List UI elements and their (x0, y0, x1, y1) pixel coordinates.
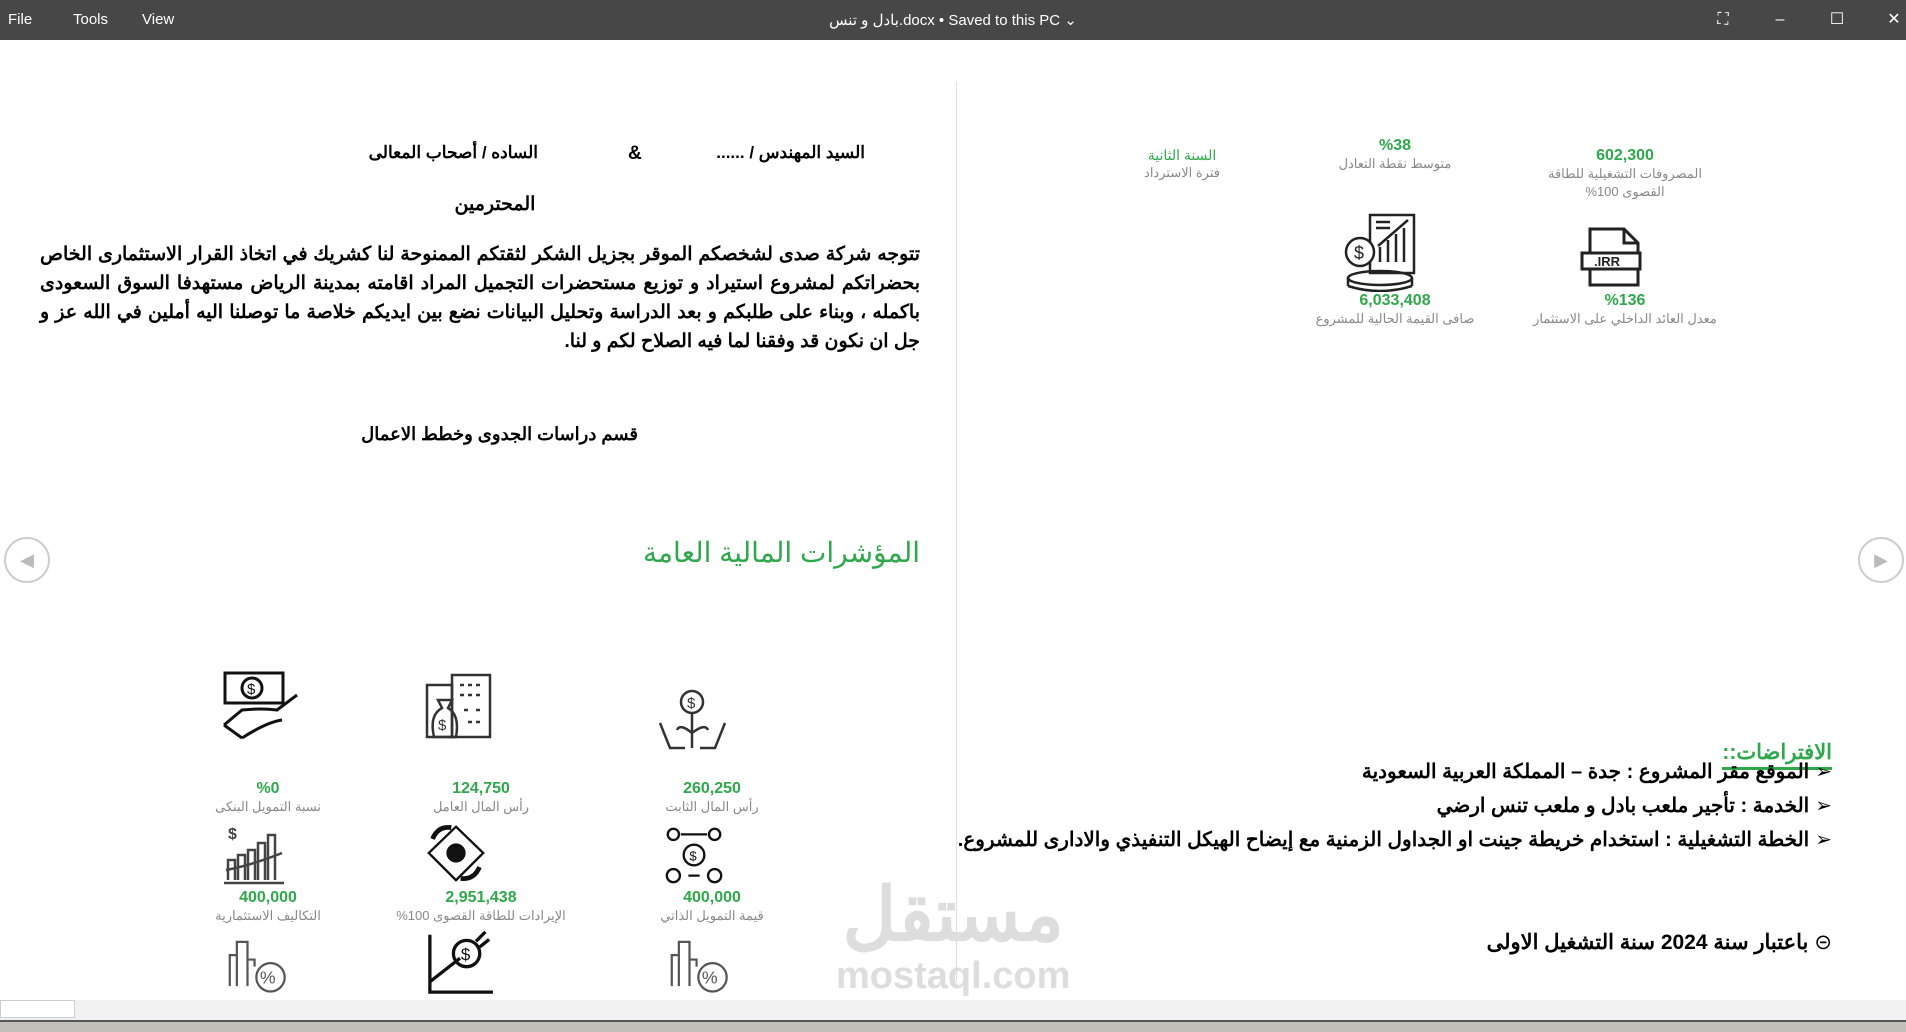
svg-text:%: % (701, 967, 718, 988)
money-gears-icon (664, 825, 724, 885)
svg-text:%: % (259, 967, 276, 988)
investment-growth-icon (425, 930, 495, 994)
metric-value: 6,033,408 (1359, 292, 1431, 309)
assumption-item (1437, 789, 1832, 823)
minimize-button[interactable]: – (1775, 11, 1785, 28)
indicator-value: 124,750 (452, 780, 510, 797)
indicator-value: 2,951,438 (445, 889, 517, 906)
growth-chart-icon (222, 825, 288, 885)
next-page-button[interactable]: ▶ (1858, 537, 1904, 583)
metric-label: معدل العائد الداخلي على الاستثمار (1533, 311, 1717, 326)
document-title[interactable]: بادل و تنس.docx • Saved to this PC ⌄ (829, 12, 1077, 29)
indicator-label: التكاليف الاستثمارية (215, 908, 321, 923)
metric-label: متوسط نقطة التعادل (1338, 156, 1452, 171)
metric-value: %136 (1604, 292, 1646, 309)
indicator-fixed-capital (592, 780, 832, 816)
indicator-label: رأس المال الثابت (665, 799, 759, 814)
circle-minus-bullet-icon: ⊝ (1814, 931, 1832, 954)
indicator-label: الإيرادات للطاقة القصوى 100% (396, 908, 566, 923)
maximize-button[interactable]: ☐ (1829, 11, 1845, 28)
indicator-value: 260,250 (683, 780, 741, 797)
menu-tools[interactable]: Tools (73, 11, 109, 28)
mostaql-watermark (836, 875, 1070, 997)
arrow-bullet-icon: ➢ (1815, 795, 1832, 817)
salutation-excellencies: الساده / أصحاب المعالى (368, 143, 538, 162)
percent-chart-icon (222, 933, 296, 995)
indicator-label: رأس المال العامل (432, 799, 530, 814)
metric-breakeven (1275, 137, 1515, 173)
assumption-text: الخطة التشغيلية : استخدام خريطة جينت او الجداول الزمنية مع إيضاح الهيكل التنفيذي والادارى للمشروع. (957, 829, 1810, 851)
metric-label: صافى القيمة الحالية للمشروع (1315, 311, 1475, 326)
salutation-engineer: السيد المهندس / ...... (716, 143, 865, 162)
assumption-item (1362, 755, 1832, 789)
previous-page-button[interactable]: ◀ (4, 537, 50, 583)
letter-body: تتوجه شركة صدى لشخصكم الموقر بجزيل الشكر لثقتكم الممنوحة لنا كشريك في اتخاذ القرار الاستثمارى الخاص بحضراتكم لمشروع استيراد و توزيع مستحضرات التجميل المراد اقامته بمدينة الرياض مستهدفا السوق السعودى باكمله ، وبناء على طلبكم و بعد الدراسة وتحليل البيانات نضع بين ايديكم خلاصة ما توصلنا اليه أملين في الله عز و جل ان نكون قد وفقنا لما فيه الصلاح لكم و لنا. (40, 244, 920, 352)
assumption-text: الموقع مقر المشروع : جدة – المملكة العربية السعودية (1361, 761, 1810, 783)
horizontal-scrollbar[interactable] (0, 1000, 1906, 1020)
metric-npv (1275, 292, 1515, 328)
metric-value: 602,300 (1596, 147, 1654, 164)
document-view (0, 40, 1906, 1000)
svg-text:$: $ (438, 717, 447, 734)
assumption-note-text: باعتبار سنة 2024 سنة التشغيل الاولى (1486, 931, 1809, 954)
indicator-label: نسبة التمويل البنكى (215, 799, 321, 814)
respected-heading: المحترمين (454, 194, 536, 215)
metric-label: المصروفات التشغيلية للطاقة القصوى 100% (1547, 166, 1702, 199)
svg-text:$: $ (460, 945, 471, 965)
menu-view[interactable]: View (142, 11, 175, 28)
money-bag-building-icon (424, 670, 494, 740)
irr-file-icon (1578, 225, 1646, 289)
status-bar (0, 1020, 1906, 1032)
assumption-text: الخدمة : تأجير ملعب بادل و ملعب تنس ارضي (1436, 795, 1810, 817)
svg-text:$: $ (247, 681, 256, 698)
indicator-self-financing (592, 889, 832, 925)
assumption-item (932, 823, 1832, 857)
indicator-value: %0 (256, 780, 280, 797)
indicator-working-capital (361, 780, 601, 816)
assumption-note (1487, 926, 1832, 960)
arrow-bullet-icon: ➢ (1815, 761, 1832, 783)
indicator-bank-financing (148, 780, 388, 816)
indicator-label: قيمة التمويل الذاتي (660, 908, 764, 923)
money-hand-icon (222, 670, 302, 740)
svg-text:$: $ (689, 848, 697, 864)
signature: قسم دراسات الجدوى وخطط الاعمال (361, 424, 638, 444)
salutation-ampersand: & (628, 143, 642, 164)
svg-text:.IRR: .IRR (1594, 254, 1620, 269)
fullscreen-icon[interactable]: ⛶ (1717, 11, 1729, 28)
indicator-value: 400,000 (683, 889, 741, 906)
metric-value: السنة الثانية (1147, 147, 1217, 163)
npv-coins-chart-icon (1342, 212, 1418, 292)
assumptions-heading: الافتراضات:: (1722, 740, 1832, 770)
indicators-heading: المؤشرات المالية العامة (643, 537, 920, 568)
indicator-investment-costs (148, 889, 388, 925)
indicator-revenues (361, 889, 601, 925)
metric-value: %38 (1378, 137, 1412, 154)
watermark-latin: mostaql.com (836, 955, 1071, 997)
svg-text:$: $ (687, 695, 696, 712)
metric-irr (1505, 292, 1745, 328)
close-button[interactable]: ✕ (1887, 11, 1901, 28)
svg-text:$: $ (1354, 243, 1365, 263)
cash-flow-icon (425, 822, 487, 884)
money-plant-icon (655, 688, 730, 758)
watermark-arabic: مستقل (842, 873, 1064, 956)
menu-file[interactable]: File (8, 11, 33, 28)
indicator-value: 400,000 (239, 889, 297, 906)
percent-chart-icon (664, 933, 738, 995)
metric-operating-expenses (1505, 147, 1745, 201)
metric-payback-period (1062, 146, 1302, 182)
metric-label: فترة الاسترداد (1144, 165, 1220, 180)
arrow-bullet-icon: ➢ (1815, 829, 1832, 851)
svg-text:$: $ (228, 826, 237, 843)
scrollbar-thumb[interactable] (0, 1000, 75, 1018)
title-bar (0, 0, 1906, 40)
